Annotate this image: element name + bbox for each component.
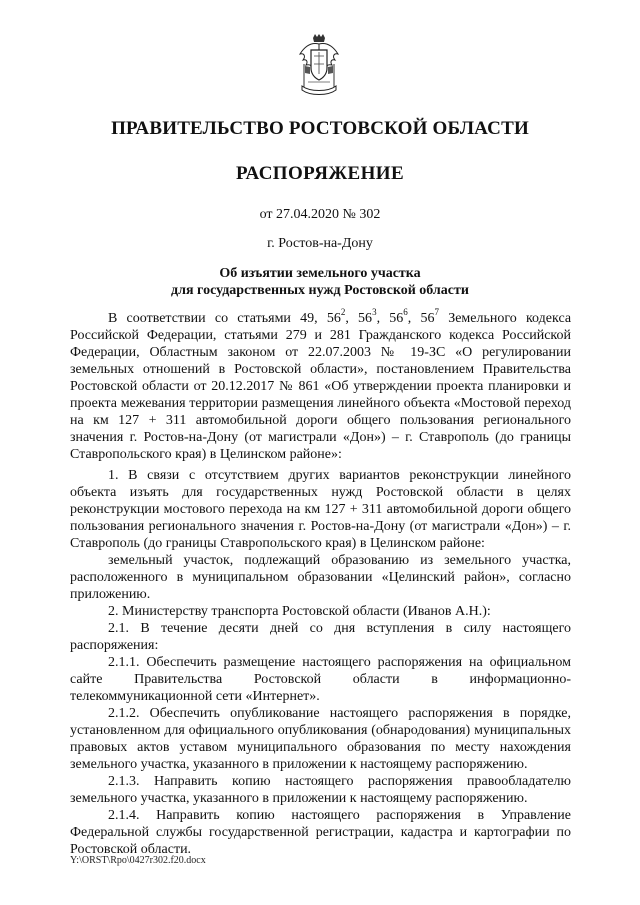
- paragraph-2-1-1: 2.1.1. Обеспечить размещение настоящего распоряжения на официальном сайте Правительства Ростовской области в информационно-телекоммуникационной сети «Интернет».: [70, 655, 571, 704]
- paragraph-1: 1. В связи с отсутствием других вариантов реконструкции линейного объекта изъять для государственных нужд Ростовской области в целях реконструкции мостового перехода на км 127 + 311 автомобильной дороги общего пользования регионального значения г. Ростов-на-Дону (от магистрали «Дон») – г. Ставрополь (до границы Ставропольского края) в Целинском районе:: [70, 468, 571, 551]
- superscript-2: 2: [340, 307, 346, 318]
- preamble-text-2: , 56: [345, 311, 373, 326]
- preamble-text-1: В соответствии со статьями 49, 56: [108, 311, 341, 326]
- document-type-title: РАСПОРЯЖЕНИЕ: [235, 163, 405, 184]
- superscript-3: 3: [372, 307, 377, 318]
- document-body: [70, 307, 572, 858]
- file-path-footer: Y:\ORST\Rpo\0427r302.f20.docx: [70, 855, 206, 866]
- paragraph-1-land-plot: земельный участок, подлежащий образованию из земельного участка, расположенного в муниципальном образовании «Целинский район», согласно приложению.: [70, 553, 571, 602]
- paragraph-2-1: 2.1. В течение десяти дней со дня вступления в силу настоящего распоряжения:: [70, 621, 571, 653]
- preamble-text-4: , 56: [407, 311, 435, 326]
- preamble-text-3: , 56: [376, 311, 404, 326]
- paragraph-2-1-2: 2.1.2. Обеспечить опубликование настоящего распоряжения в порядке, установленном для официального опубликования (обнародования) муниципальных правовых актов уставом муниципального образования по месту нахождения земельного участка, указанного в приложении к настоящему распоряжению.: [70, 706, 571, 772]
- coat-of-arms-icon: [296, 34, 342, 96]
- document-subject: [0, 265, 640, 299]
- subject-line-1: Об изъятии земельного участка: [219, 266, 421, 281]
- date-number-line: от 27.04.2020 № 302: [259, 207, 381, 222]
- preamble-paragraph: [70, 307, 572, 463]
- preamble-text-5: Земельного кодекса Российской Федерации, статьями 279 и 281 Гражданского кодекса Российской Федерации, Областным законом от 22.07.2003 № 19-ЗС «О регулировании земельных отношений в Ростовской области», постановлением Правительства Ростовской области от 20.12.2017 № 861 «Об утверждении проекта планировки и проекта межевания территории размещения линейного объекта «Мостовой переход на км 127 + 311 автомобильной дороги общего пользования регионального значения г. Ростов-на-Дону (от магистрали «Дон») – г. Ставрополь (до границы Ставропольского края) в Целинском районе»:: [70, 311, 572, 462]
- superscript-6: 6: [403, 307, 408, 318]
- city-line: г. Ростов-на-Дону: [267, 236, 373, 251]
- paragraph-2-1-4: 2.1.4. Направить копию настоящего распоряжения в Управление Федеральной службы государственной регистрации, кадастра и картографии по Ростовской области.: [70, 808, 571, 857]
- subject-line-2: для государственных нужд Ростовской области: [171, 283, 469, 298]
- paragraph-2: 2. Министерству транспорта Ростовской области (Иванов А.Н.):: [108, 604, 491, 619]
- paragraph-2-1-3: 2.1.3. Направить копию настоящего распоряжения правообладателю земельного участка, указанного в приложении к настоящему распоряжению.: [70, 774, 571, 806]
- superscript-7: 7: [434, 307, 439, 318]
- organization-title: ПРАВИТЕЛЬСТВО РОСТОВСКОЙ ОБЛАСТИ: [111, 118, 529, 139]
